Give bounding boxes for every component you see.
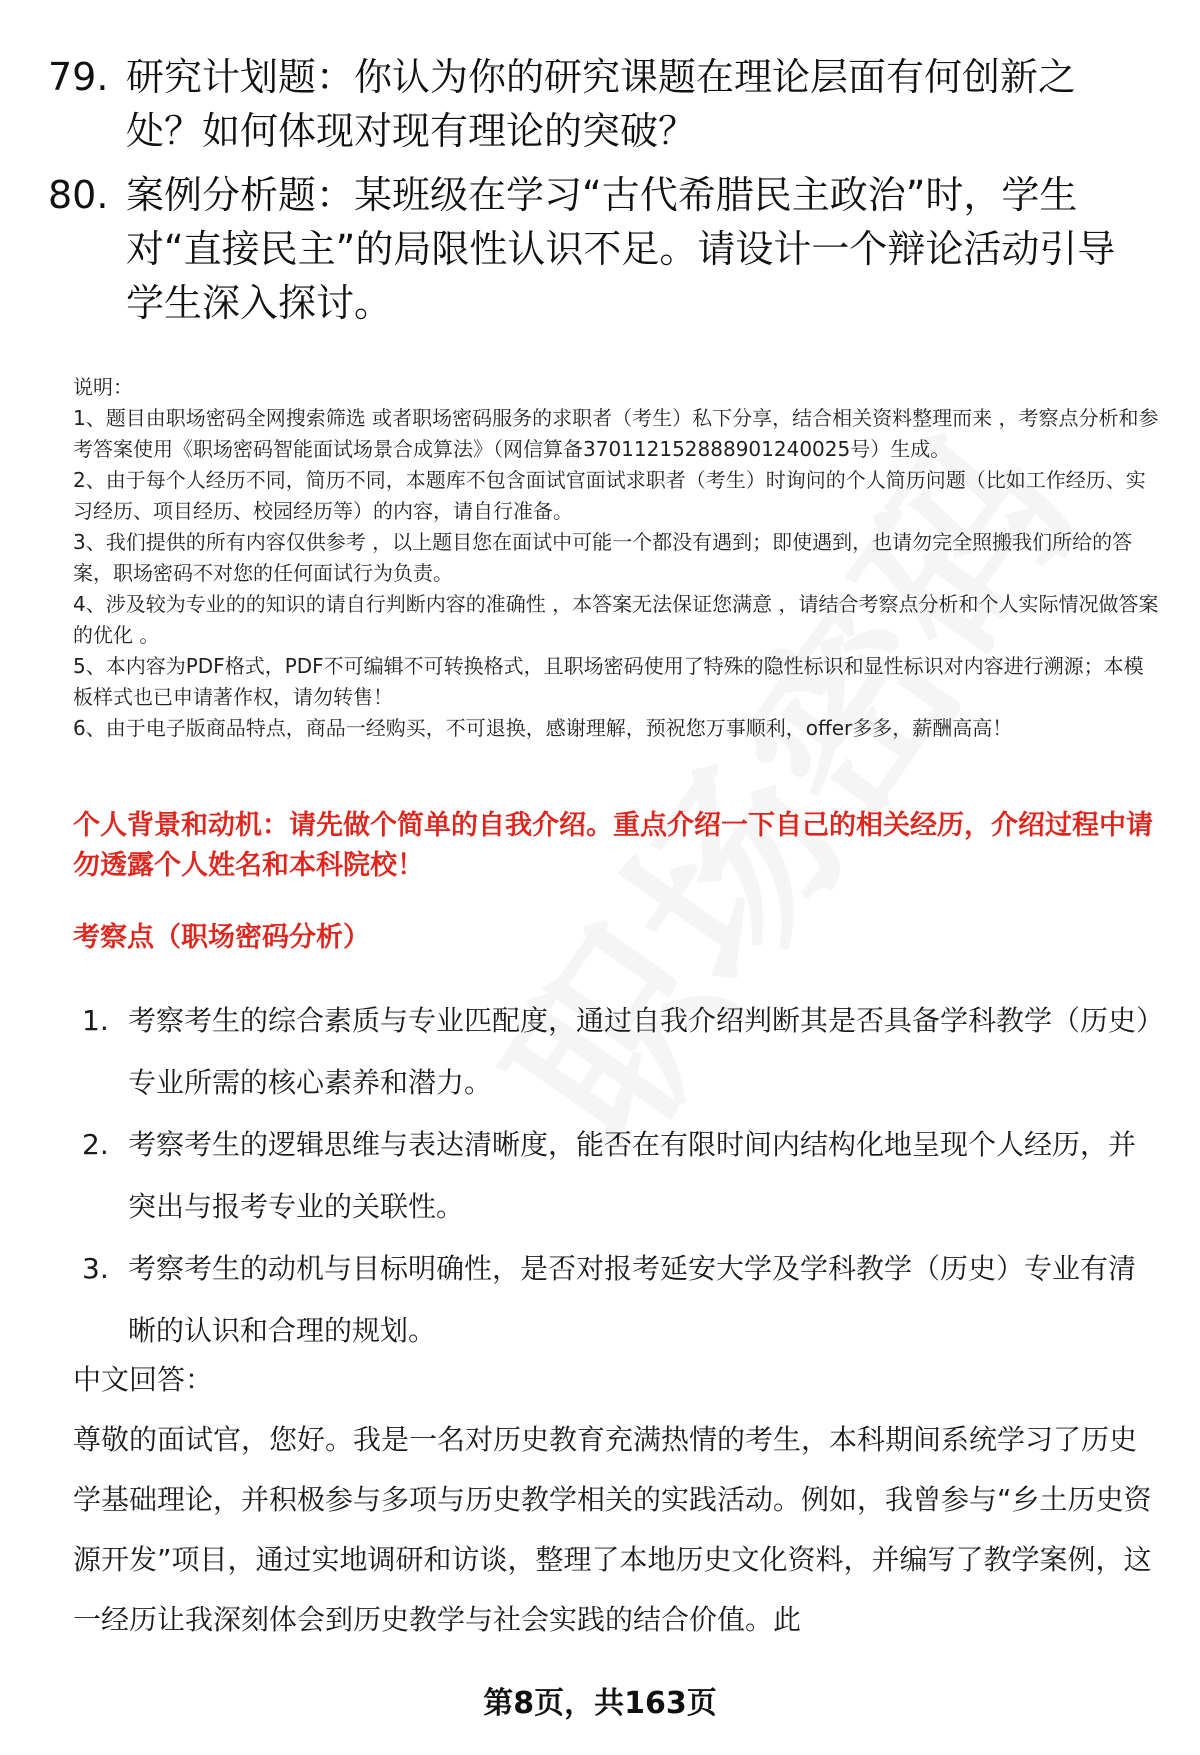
question-text: 案例分析题：某班级在学习“古代希腊民主政治”时，学生对“直接民主”的局限性认识不足。请设计一个辩论活动引导学生深入探讨。	[126, 173, 1116, 325]
list-item-text: 考察考生的逻辑思维与表达清晰度，能否在有限时间内结构化地呈现个人经历，并突出与报考专业的关联性。	[128, 1128, 1137, 1223]
note-item: 1、题目由职场密码全网搜索筛选 或者职场密码服务的求职者（考生）私下分享，结合相关资料整理而来 ，考察点分析和参考答案使用《职场密码智能面试场景合成算法》（网信算备370112152888901240025号）生成。	[73, 406, 1159, 461]
list-item-number: 2.	[82, 1128, 109, 1161]
question-number: 79.	[48, 55, 109, 99]
list-item	[82, 1238, 1162, 1362]
page-number: 第8页，共163页	[483, 1686, 717, 1721]
question-80	[48, 168, 1158, 333]
answer-block	[73, 1350, 1163, 1650]
notes-title: 说明：	[73, 375, 133, 399]
answer-label: 中文回答：	[73, 1363, 214, 1396]
question-79	[48, 50, 1158, 160]
analysis-heading: 考察点（职场密码分析）	[73, 922, 370, 953]
note-item: 6、由于电子版商品特点，商品一经购买，不可退换，感谢理解，预祝您万事顺利，offer多多，薪酬高高！	[73, 716, 1013, 740]
note-item: 3、我们提供的所有内容仅供参考 ，以上题目您在面试中可能一个都没有遇到；即使遇到，也请勿完全照搬我们所给的答案，职场密码不对您的任何面试行为负责。	[73, 530, 1133, 585]
answer-text: 尊敬的面试官，您好。我是一名对历史教育充满热情的考生，本科期间系统学习了历史学基础理论，并积极参与多项与历史教学相关的实践活动。例如，我曾参与“乡土历史资源开发”项目，通过实地调研和访谈，整理了本地历史文化资料，并编写了教学案例，这一经历让我深刻体会到历史教学与社会实践的结合价值。此	[73, 1423, 1152, 1636]
note-item: 4、涉及较为专业的的知识的请自行判断内容的准确性 ，本答案无法保证您满意 ，请结合考察点分析和个人实际情况做答案的优化 。	[73, 592, 1159, 647]
notes-block	[73, 372, 1163, 744]
list-item	[82, 1114, 1162, 1238]
list-item-number: 1.	[82, 1004, 109, 1037]
list-item-number: 3.	[82, 1252, 109, 1285]
list-item	[82, 990, 1162, 1114]
question-text: 研究计划题：你认为你的研究课题在理论层面有何创新之处？如何体现对现有理论的突破？	[126, 55, 1077, 153]
list-item-text: 考察考生的动机与目标明确性，是否对报考延安大学及学科教学（历史）专业有清晰的认识和合理的规划。	[128, 1252, 1137, 1347]
analysis-points-list	[82, 990, 1162, 1362]
note-item: 2、由于每个人经历不同，简历不同，本题库不包含面试官面试求职者（考生）时询问的个人简历问题（比如工作经历、实习经历、项目经历、校园经历等）的内容，请自行准备。	[73, 468, 1146, 523]
note-item: 5、本内容为PDF格式，PDF不可编辑不可转换格式，且职场密码使用了特殊的隐性标识和显性标识对内容进行溯源；本模板样式也已申请著作权，请勿转售！	[73, 654, 1144, 709]
question-number: 80.	[48, 173, 109, 217]
section-heading: 个人背景和动机：请先做个简单的自我介绍。重点介绍一下自己的相关经历，介绍过程中请勿透露个人姓名和本科院校！	[73, 810, 1153, 881]
list-item-text: 考察考生的综合素质与专业匹配度，通过自我介绍判断其是否具备学科教学（历史）专业所需的核心素养和潜力。	[128, 1004, 1151, 1099]
